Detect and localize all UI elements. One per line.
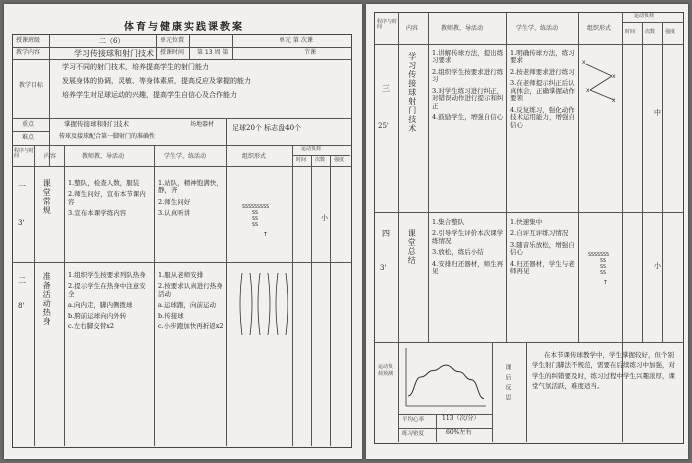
- warmup-diagram: [236, 269, 288, 339]
- pass-arrow: [586, 64, 612, 76]
- reflection-text: 在本节课传球教学中，学生掌握较好，但个别学生射门脚法不规范，需要在后续练习中加强，对学生的纠错要及时，练习过程中学生兴趣浓厚，课堂气氛活跃，难度适当。: [532, 351, 675, 391]
- load-curve-label: 运动负荷预测: [378, 364, 394, 377]
- step-item: 1.站队，精神饱满快，静，齐: [158, 179, 223, 195]
- step-item: 2.组织学生按要求进行练习: [432, 67, 504, 84]
- col-time: 时间: [625, 29, 636, 35]
- formation-row: SS: [252, 216, 259, 222]
- sec1-student: [158, 180, 224, 218]
- goal-line: 发展身体的协调，灵敏、等身体素质，提高反应及掌握的能力: [62, 77, 251, 86]
- svg-text:x: x: [612, 73, 616, 80]
- step-item: 2.按老师要求进行练习: [510, 67, 575, 76]
- step-item: c.小步跑加快再折返x2: [158, 322, 224, 331]
- equipment-label: 场地器材: [190, 121, 215, 128]
- step-item: 2.自评互评练习情况: [510, 229, 569, 238]
- col-student: 学生学、练活动: [164, 153, 207, 160]
- formation-row: SS: [600, 270, 607, 276]
- sec4-load: 小: [654, 262, 661, 270]
- load-curve-chart: [402, 346, 488, 410]
- reflection-label: 课后反思: [504, 364, 511, 404]
- step-item: 4.归还器材，学生与老师再见: [510, 259, 575, 276]
- col-content: 内容: [406, 25, 419, 32]
- formation-diagram: [588, 252, 609, 286]
- key-point-label: 重点: [22, 121, 35, 128]
- svg-text:x: x: [586, 87, 590, 94]
- step-item: b.传接球: [158, 311, 184, 320]
- step-item: 1.快速集中: [510, 218, 543, 226]
- step-item: 1.服从老师安排: [158, 271, 204, 279]
- section-text: 节课: [304, 49, 317, 56]
- sec2-time: 8': [18, 302, 25, 310]
- svg-text:x: x: [612, 97, 616, 104]
- sec4-content: 课堂总结: [407, 229, 417, 265]
- step-item: a.运球跑，向前运动: [158, 301, 216, 310]
- step-item: b.胯前运球向内外转: [68, 311, 127, 320]
- sec3-student: [510, 50, 576, 129]
- pass-arrow: [590, 90, 614, 100]
- step-item: 3.在老师提示纠正后认真体会，正确掌握动作要领: [510, 79, 575, 103]
- sec4-time: 3': [380, 264, 387, 272]
- sec3-load: 中: [654, 109, 661, 117]
- sec3-time: 25': [378, 122, 389, 130]
- step-item: 3.随音乐放松，增强自信心: [510, 240, 575, 257]
- formation-row: SS: [252, 210, 259, 216]
- passing-drill-diagram: [582, 56, 620, 106]
- step-item: 1.明确传球方法，练习要求: [510, 49, 575, 65]
- density-value: 60%左右: [446, 429, 472, 436]
- key-point-text: 掌握传接球和射门技术: [64, 120, 129, 128]
- content-value: 学习传接球和射门技术: [74, 49, 154, 58]
- col-student: 学生学、练活动: [516, 25, 559, 32]
- col-organization: 组织形式: [587, 25, 612, 32]
- step-item: 3.放松，练后小结: [432, 248, 484, 257]
- step-item: 1.组织学生按要求列队热身: [68, 271, 146, 279]
- col-organization: 组织形式: [242, 153, 267, 160]
- class-label: 授课班级: [16, 37, 41, 44]
- page-title: 体育与健康实践课教案: [124, 22, 244, 33]
- step-item: 3.宣布本课学练内容: [68, 209, 127, 218]
- col-content: 内容: [44, 153, 57, 160]
- lane-path: [258, 273, 270, 335]
- hours-label: 授课时间: [160, 49, 185, 56]
- step-item: 2.师生问好，宣布本节课内容: [68, 190, 146, 206]
- lesson-plan-page-right: [366, 4, 688, 459]
- step-item: 3.认真听讲: [158, 209, 191, 218]
- step-item: 3.对学生练习进行纠正，对错误动作进行提示和纠正: [432, 86, 504, 110]
- col-intensity: 强度: [334, 157, 345, 163]
- sec4-number: 四: [382, 229, 390, 238]
- load-curve-line: [408, 365, 484, 398]
- sec2-teacher: [68, 272, 152, 331]
- sec3-teacher: [432, 50, 504, 122]
- formation-row: SSSSSSS: [588, 252, 610, 258]
- sec4-teacher: [432, 219, 504, 276]
- week-text: 第 13 周 第: [197, 49, 229, 56]
- goal-line: 学习不同的射门技术，培养提高学生的射门能力: [62, 63, 209, 71]
- formation-row: SS: [252, 222, 259, 228]
- step-item: a.向内走，脚内侧拨球: [68, 301, 133, 310]
- sec3-content: 学习传接球射门技术: [407, 52, 417, 133]
- step-item: 2.师生问好: [158, 197, 191, 206]
- goals-text: [62, 63, 347, 99]
- formation-row: SSSSSSSSS: [242, 204, 270, 210]
- sec4-student: [510, 219, 576, 276]
- step-item: 4.安排归还器材，师生再见: [432, 259, 504, 276]
- sec1-load: 小: [321, 214, 328, 222]
- lane-path: [276, 273, 288, 335]
- sec3-number: 三: [382, 84, 390, 93]
- lane-path: [240, 273, 252, 335]
- pass-arrow: [590, 76, 612, 90]
- step-item: 1.整队，检查人数，服装: [68, 179, 140, 187]
- sec2-number: 二: [18, 276, 26, 285]
- avg-hr-value: 113（次/分）: [442, 415, 480, 422]
- col-load: 运动负荷: [634, 13, 655, 19]
- step-item: 4.反复练习，强化动作技术运用能力，增强自信心: [510, 105, 575, 129]
- step-item: c.左右脚交替x2: [68, 322, 115, 331]
- col-count: 次数: [645, 29, 656, 35]
- goals-label: 教学目标: [18, 82, 43, 89]
- formation-diagram: [242, 204, 269, 238]
- sec2-content: 准备活动热身: [42, 272, 52, 326]
- teacher-marker: T: [604, 280, 608, 286]
- col-teacher: 教师教、导活动: [82, 153, 125, 160]
- step-item: 1.讲解传球方法，提出练习要求: [432, 49, 504, 65]
- lesson-plan-page-left: [4, 4, 362, 459]
- col-intensity: 强度: [665, 29, 676, 35]
- step-item: 2.引导学生评价本次课学练情况: [432, 229, 504, 245]
- unit-position-label: 单元位置: [160, 37, 185, 44]
- formation-row: SS: [600, 264, 607, 270]
- sec1-teacher: [68, 180, 152, 218]
- avg-hr-label: 平均心率: [402, 417, 425, 423]
- difficulty-text: 传球及接球配合第一脚射门的准确性: [59, 133, 156, 140]
- sec1-number: 一: [18, 182, 26, 191]
- sec2-student: [158, 272, 224, 331]
- step-item: 1.集合整队: [432, 218, 465, 226]
- svg-text:x: x: [582, 59, 586, 66]
- class-value: 二（6）: [99, 37, 125, 45]
- formation-row: SS: [600, 258, 607, 264]
- col-load: 运动负荷: [301, 146, 322, 152]
- sec1-time: 3': [18, 219, 25, 227]
- content-label: 教学内容: [16, 49, 41, 56]
- goal-line: 培养学生对足球运动的兴趣，提高学生自信心及合作能力: [62, 91, 237, 100]
- col-teacher: 教师教、导活动: [441, 25, 484, 32]
- unit-text: 单元 第 次课: [279, 37, 313, 44]
- sec1-content: 课堂常规: [42, 179, 52, 215]
- col-sequence: 程序与时间: [14, 148, 35, 159]
- equipment-text: 足球20个 标志盘40个: [232, 124, 302, 132]
- step-item: 2.按要求认真进行热身活动: [158, 282, 223, 298]
- step-item: 2.提示学生在热身中注意安全: [68, 282, 146, 298]
- col-count: 次数: [315, 157, 326, 163]
- step-item: 4.鼓励学生，增强自信心: [432, 113, 504, 122]
- teacher-marker: T: [264, 232, 268, 238]
- col-time: 时间: [296, 157, 307, 163]
- difficulty-label: 难点: [22, 134, 35, 141]
- col-sequence: 程序与时间: [377, 19, 398, 30]
- density-label: 练习密度: [402, 431, 425, 437]
